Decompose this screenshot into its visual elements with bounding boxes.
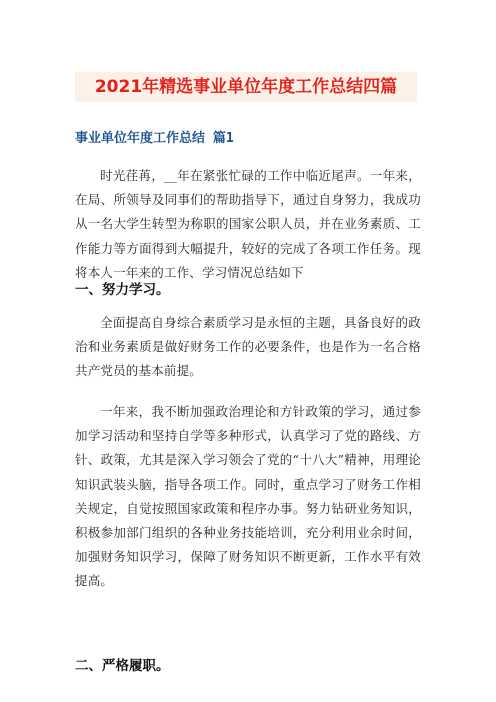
paragraph-intro: 时光荏苒，__年在紧张忙碌的工作中临近尾声。一年来，在局、所领导及同事们的帮助指导下，通过自身努力，我成功从一名大学生转型为称职的国家公职人员，并在业务素质、工作能力等方面得到大幅提升，较好的完成了各项工作任务。现将本人一年来的工作、学习情况总结如下 xyxy=(75,168,421,280)
section-heading: 事业单位年度工作总结 篇1 xyxy=(75,131,234,146)
document-title: 2021年精选事业单位年度工作总结四篇 xyxy=(94,77,398,97)
subheading-duty: 二、严格履职。 xyxy=(75,658,170,674)
subheading-study: 一、努力学习。 xyxy=(75,282,170,298)
paragraph-study-detail: 一年来，我不断加强政治理论和方针政策的学习，通过参加学习活动和坚持自学等多种形式，认真学习了党的路线、方针、政策，尤其是深入学习领会了党的“十八大”精神，用理论知识武装头脑，指导各项工作。同时，重点学习了财务工作相关规定，自觉按照国家政策和程序办事。努力钻研业务知识，积极参加部门组织的各种业务技能培训，充分利用业余时间，加强财务知识学习，保障了财务知识不断更新，工作水平有效提高。 xyxy=(75,404,421,589)
paragraph-study-overview: 全面提高自身综合素质学习是永恒的主题，具备良好的政治和业务素质是做好财务工作的必要条件，也是作为一名合格共产党员的基本前提。 xyxy=(75,315,421,379)
title-highlight xyxy=(75,72,417,102)
